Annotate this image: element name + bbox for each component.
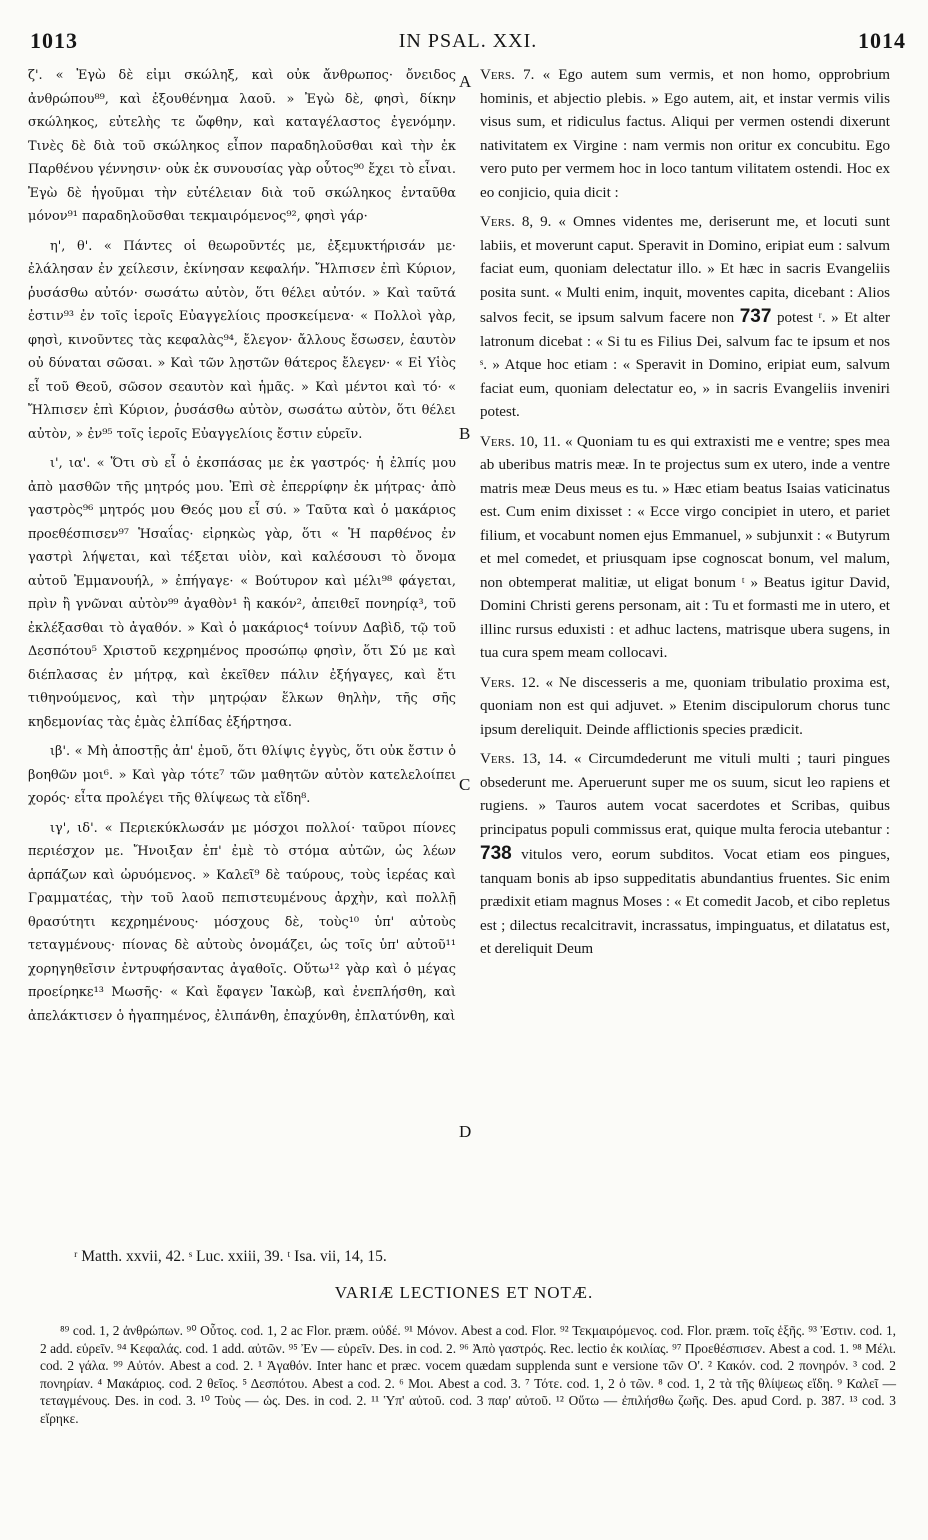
variae-lectiones-heading: VARIÆ LECTIONES ET NOTÆ.: [334, 1283, 594, 1302]
latin-text: « Ego autem sum vermis, et non homo, opprobrium hominis, et abjectio plebis. » Ego autem, ait, et instar vermis vilis visus sum, et ridiculus factus. Aliqui per vermen ostendi dixerunt nativitatem ex Virgine : nam vermis non oritur ex concubitu. Ego vero puto per vermem hoc in loco tantum vilitatem ostendi. Hoc ex eo conjicio, quia dicit :: [480, 67, 890, 201]
running-header: [30, 26, 906, 60]
scripture-references: ʳ Matth. xxvii, 42. ˢ Luc. xxiii, 39. ᵗ Isa. vii, 14, 15.: [74, 1248, 387, 1265]
verse-label: Vers. 7.: [480, 67, 535, 83]
notes-text: ⁸⁹ cod. 1, 2 ἀνθρώπων. ⁹⁰ Οὗτος. cod. 1, 2 ac Flor. præm. οὐδέ. ⁹¹ Μόνον. Abest a cod. Flor. ⁹² Τεκμαιρόμενος. cod. Flor. præm. τοῖς ἑξῆς. ⁹³ Ἐστιν. cod. 1, 2 add. εὑρεῖν. ⁹⁴ Κεφαλάς. cod. 1 add. αὐτῶν. ⁹⁵ Ἐν — εὑρεῖν. Des. in cod. 2. ⁹⁶ Ἀπὸ γαστρός. Rec. lectio ἐκ κοιλίας. ⁹⁷ Προεθέσπισεν. Abest a cod. 1. ⁹⁸ Μέλι. cod. 2 γάλα. ⁹⁹ Αὐτόν. Abest a cod. 2. ¹ Ἀγαθόν. Inter hanc et præc. vocem quædam supplenda sunt e versione τῶν Ο'. ² Κακόν. cod. 2 πονηρόν. ³ cod. 2 πονηρίαν. ⁴ Μακάριος. cod. 2 θεῖος. ⁵ Δεσπότου. Abest a cod. 2. ⁶ Μοι. Abest a cod. 3. ⁷ Τότε. cod. 1, 2 ὁ τῶν. ⁸ cod. 1, 2 τὰ τῆς θλίψεως εἴδη. ⁹ Καλεῖ — τεταγμένους. Des. in cod. 3. ¹⁰ Τοὺς — ὡς. Des. in cod. 2. ¹¹ Ὑπ' αὐτοῦ. cod. 3 παρ' αὐτοῦ. ¹² Οὕτω — ἐπιλήσθω ζωῆς. Des. apud Cord. p. 387. ¹³ cod. 3 εἴρηκε.: [40, 1323, 896, 1426]
greek-paragraph: η', θ'. « Πάντες οἱ θεωροῦντές με, ἐξεμυκτήρισάν με· ἐλάλησαν ἐν χείλεσιν, ἐκίνησαν κεφαλήν. Ἤλπισεν ἐπὶ Κύριον, ῥυσάσθω αὐτόν· σωσάτω αὐτὸν, ὅτι θέλει αὐτόν. » Καὶ ταῦτά ἐστιν⁹³ ἐν τοῖς ἱεροῖς Εὐαγγελίοις προσκείμενα· « Πολλοὶ γὰρ, φησὶ, κινοῦντες τὰς κεφαλὰς⁹⁴, ἔλεγον· ἄλλους ἔσωσεν, ἑαυτὸν οὐ δύναται σῶσαι. » Καὶ τῶν λῃστῶν θάτερος ἔλεγεν· « Εἰ Υἱὸς εἶ τοῦ Θεοῦ, σῶσον σεαυτὸν καὶ ἡμᾶς. » Καὶ μέντοι καὶ τό· « Ἤλπισεν ἐπὶ Κύριον, ῥυσάσθω αὐτὸν, σωσάτω αὐτὸν, ὅτι θέλει αὐτὸν, » ἐν⁹⁵ τοῖς ἱεροῖς Εὐαγγελίοις ἔστιν εὑρεῖν.: [28, 238, 456, 442]
verse-label: Vers. 12.: [480, 674, 540, 691]
verse-label: Vers. 10, 11.: [480, 433, 561, 450]
latin-text: « Quoniam tu es qui extraxisti me e ventre; spes mea ab uberibus matris meæ. In te projectus sum ex utero, inde a ventre matris meæ Deus meus es tu. » Hæc etiam beatus Isaias vaticinatus est. Cum enim dixisset : « Ecce virgo concipiet in utero, et pariet filium, et vocabunt nomen ejus Emmanuel, » subjunxit : « Butyrum et mel comedet, et priusquam ipse cognoscat bonum, vel malum, non obtemperat malitiæ, ut eligat bonum ᵗ » Beatus igitur David, Domini Christi gerens personam, ait : Tu et formasti me in utero, et illinc rursus eduxisti : et adhuc lactens, matrisque ubera sugens, in tua cura spem meam collocavi.: [480, 433, 890, 661]
column-number: 738: [480, 843, 512, 864]
textual-notes: [40, 1322, 896, 1428]
latin-column: [480, 64, 890, 1236]
margin-letter-b: B: [459, 424, 471, 443]
latin-paragraph: [480, 748, 890, 962]
latin-paragraph: [480, 211, 890, 425]
latin-text: « Circumdederunt me vituli multi ; tauri pingues obsederunt me. Aperuerunt super me os suum, sicut leo rapiens et rugiens. » Tauros autem vocat sacerdotes et Scribas, quibus principatus populi commissus erat, quique multa ferocia utebantur :: [480, 751, 890, 838]
margin-letter-d: D: [459, 1122, 472, 1141]
page-number-right: 1014: [858, 28, 906, 53]
greek-paragraph: ι', ια'. « Ὅτι σὺ εἶ ὁ ἐκσπάσας με ἐκ γαστρός· ἡ ἐλπίς μου ἀπὸ μασθῶν τῆς μητρός μου. Ἐπὶ σὲ ἐπερρίφην ἐκ μήτρας· ἀπὸ γαστρὸς⁹⁶ μητρός μου Θεός μου εἶ σύ. » Ταῦτα καὶ ὁ μακάριος προεθέσπισεν⁹⁷ Ἡσαΐας· εἰρηκὼς γὰρ, ὅτι « Ἡ παρθένος ἐν γαστρὶ λήψεται, καὶ τέξεται υἱὸν, καὶ καλέσουσι τὸ ὄνομα αὐτοῦ Ἐμμανουήλ, » ἐπήγαγε· « Βούτυρον καὶ μέλι⁹⁸ φάγεται, πρὶν ἢ γνῶναι αὐτὸν⁹⁹ ἀγαθὸν¹ ἢ κακόν², ἀπειθεῖ πονηρίᾳ³, τοῦ ἐκλέξασθαι τὸ ἀγαθόν. » Καὶ ὁ μακάριος⁴ τοίνυν Δαβὶδ, τῷ τοῦ Δεσπότου⁵ Χριστοῦ κεχρημένος προσώπῳ φησὶν, ὅτι Σύ με καὶ διέπλασας ἐν μήτρᾳ, καὶ ἐκεῖθεν πάλιν ἐξήγαγες, καὶ ἔτι τιθηνούμενος, καὶ τὴν μητρῴαν ἕλκων θηλὴν, τῆς σῆς κηδεμονίας τὰς ἐμὰς ἐλπίδας ἐξήρτησα.: [28, 456, 456, 730]
page-number-left: 1013: [30, 28, 78, 53]
margin-letter-c: C: [459, 775, 471, 794]
latin-text: vitulos vero, eorum subditos. Vocat etiam eos pingues, tanquam bonis ab ipso suppeditatis abundantius fruentes. Sic enim prædixit etiam magnus Moses : « Et comedit Jacob, et cibo repletus est ; dilectus recalcitravit, incrassatus, impinguatus, et dilatatus est, et dereliquit Deum: [480, 847, 890, 957]
greek-paragraph: ιβ'. « Μὴ ἀποστῇς ἀπ' ἐμοῦ, ὅτι θλίψις ἐγγὺς, ὅτι οὐκ ἔστιν ὁ βοηθῶν μοι⁶. » Καὶ γὰρ τότε⁷ τῶν μαθητῶν αὐτὸν κατελελοίπει χορός· εἶτα προλέγει τῆς θλίψεως τὰ εἴδη⁸.: [28, 744, 456, 806]
latin-text: « Omnes videntes me, deriserunt me, et locuti sunt labiis, et moverunt caput. Speravit in Domino, eripiat eum : salvum faciat eum, quoniam delectatur illo. » Et hæc in sacris Evangeliis posita sunt. « Multi enim, inquit, moventes capita, dicebant : Alios salvos fecit, se ipsum salvum facere non: [480, 214, 890, 326]
latin-paragraph: [480, 64, 890, 205]
greek-paragraph: ιγ', ιδ'. « Περιεκύκλωσάν με μόσχοι πολλοί· ταῦροι πίονες περιέσχον με. Ἤνοιξαν ἐπ' ἐμὲ τὸ στόμα αὐτῶν, ὡς λέων ἁρπάζων καὶ ὠρυόμενος. » Καλεῖ⁹ δὲ ταύρους, τοὺς ἱερέας καὶ Γραμματέας, τὴν τοῦ λαοῦ πεπιστευμένους ἀρχὴν, καὶ πολλῇ θρασύτητι κεχρημένους· μόσχους δὲ, τοὺς¹⁰ ὑπ' αὐτοὺς τεταγμένους· πίονας δὲ αὐτοὺς ὀνομάζει, ὡς τοῖς ὑπ' αὐτοῦ¹¹ χορηγηθεῖσιν ἐντρυφήσαντας ἀγαθοῖς. Οὕτω¹² γὰρ καὶ ὁ μέγας προείρηκε¹³ Μωσῆς· « Καὶ ἔφαγεν Ἰακὼβ, καὶ ἐνεπλήσθη, καὶ ἀπελάκτισεν ὁ ἠγαπημένος, ἐλιπάνθη, ἐπαχύνθη, ἐπλατύνθη, καὶ: [28, 820, 456, 1024]
margin-letter-a: A: [459, 72, 472, 91]
verse-label: Vers. 13, 14.: [480, 751, 567, 767]
latin-text: « Ne discesseris a me, quoniam tribulatio proxima est, quoniam non est qui adjuvet. » Etenim discipulorum chorus tunc ipsum dereliquit. Deinde afflictionis species prædicit.: [480, 674, 890, 738]
latin-text: potest ʳ. » Et alter latronum dicebat : « Si tu es Filius Dei, salvum fac te ipsum et nos ˢ. » Atque hoc etiam : « Speravit in Domino, eripiat eum, salvum faciat eum, quoniam delectatur eo, » in sacris Evangeliis inveniri potest.: [480, 310, 890, 420]
greek-column: [28, 64, 456, 1236]
greek-paragraph: ζ'. « Ἐγὼ δὲ εἰμι σκώληξ, καὶ οὐκ ἄνθρωπος· ὄνειδος ἀνθρώπου⁸⁹, καὶ ἐξουθένημα λαοῦ. » Ἐγὼ δὲ, φησὶ, δίκην σκώληκος, εὐτελὴς τε ὤφθην, καὶ καταγέλαστος ἐγενόμην. Τινὲς δὲ διὰ τοῦ σκώληκος εἶπον παραδηλοῦσθαι καὶ τὴν ἐκ Παρθένου γέννησιν· οὐκ ἐκ συνουσίας γὰρ οὗτος⁹⁰ ἔχει τὸ εἶναι. Ἐγὼ δὲ ἡγοῦμαι τὴν εὐτέλειαν διὰ τοῦ σκώληκος ἐνταῦθα μόνον⁹¹ παραδηλοῦσθαι τεκμαιρόμενος⁹², φησὶ γάρ·: [28, 68, 456, 224]
running-title: IN PSAL. XXI.: [398, 30, 538, 52]
latin-paragraph: [480, 672, 890, 743]
verse-label: Vers. 8, 9.: [480, 214, 552, 230]
column-number: 737: [739, 306, 772, 327]
latin-paragraph: [480, 431, 890, 666]
